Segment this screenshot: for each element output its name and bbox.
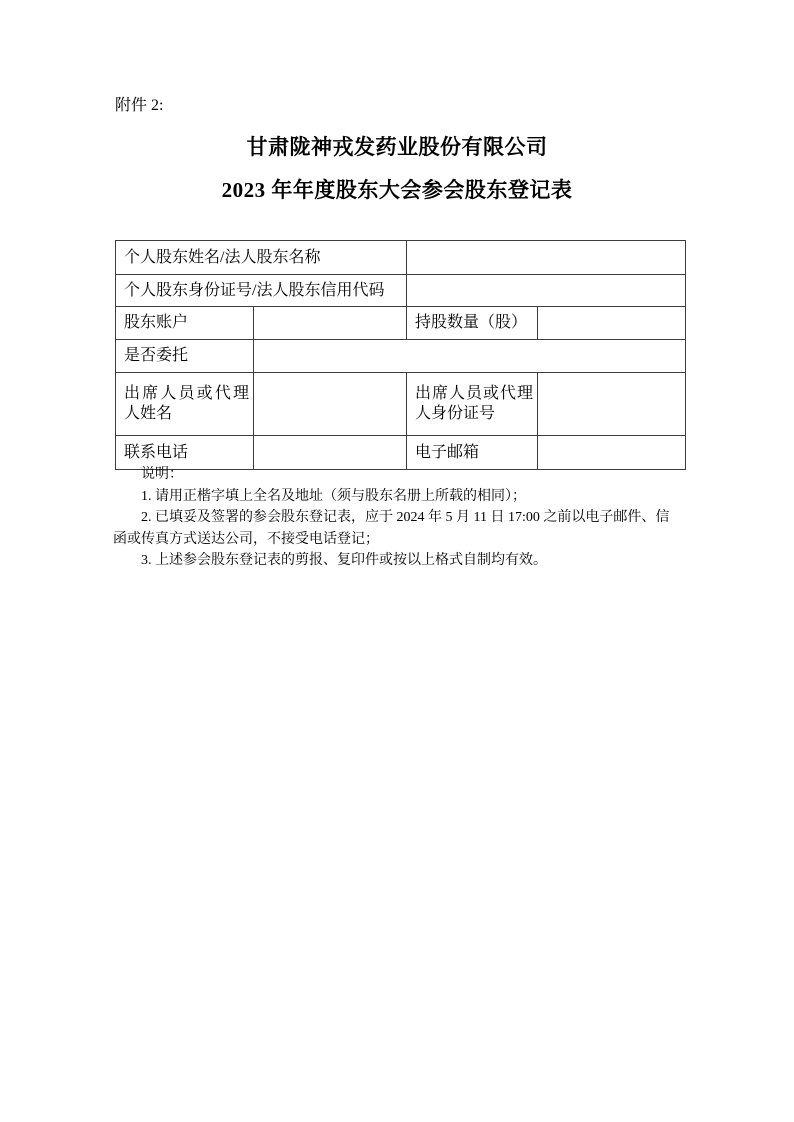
shareholder-account-value <box>254 307 407 340</box>
notes-heading: 说明： <box>141 467 183 482</box>
attendee-id-value <box>538 373 686 436</box>
shares-held-label: 持股数量（股） <box>407 307 538 340</box>
attendee-name-label-line1: 出席人员或代理 <box>124 385 249 402</box>
notes-section <box>113 464 681 572</box>
table-row <box>116 275 686 307</box>
company-title: 甘肃陇神戎发药业股份有限公司 <box>246 135 548 159</box>
shareholder-id-label: 个人股东身份证号/法人股东信用代码 <box>116 275 407 307</box>
attendee-name-value <box>254 373 407 436</box>
shareholder-id-value <box>407 275 686 307</box>
attendee-id-label-line1: 出席人员或代理 <box>415 385 534 402</box>
form-title: 2023 年年度股东大会参会股东登记表 <box>221 178 573 202</box>
table-row <box>116 241 686 275</box>
contact-phone-label: 联系电话 <box>116 436 254 470</box>
note-item-1: 1. 请用正楷字填上全名及地址（须与股东名册上所载的相同）； <box>141 488 526 504</box>
shareholder-name-value <box>407 241 686 275</box>
table-row <box>116 340 686 373</box>
attendee-name-label <box>116 373 254 436</box>
table-row <box>116 373 686 436</box>
attendee-id-label-line2: 人身份证号 <box>415 405 496 422</box>
table-row <box>116 307 686 340</box>
attachment-label: 附件 2: <box>115 97 164 114</box>
proxy-or-not-label: 是否委托 <box>116 340 254 373</box>
attendee-id-label <box>407 373 538 436</box>
shareholder-name-label: 个人股东姓名/法人股东名称 <box>116 241 407 275</box>
note-item-3: 3. 上述参会股东登记表的剪报、复印件或按以上格式自制均有效。 <box>141 553 547 568</box>
proxy-or-not-value <box>254 340 686 373</box>
shares-held-value <box>538 307 686 340</box>
email-label: 电子邮箱 <box>407 436 538 470</box>
note-item-2: 2. 已填妥及签署的参会股东登记表，应于 2024 年 5 月 11 日 17:00 之前以电子邮件、信函或传真方式送达公司，不接受电话登记； <box>113 510 670 547</box>
shareholder-account-label: 股东账户 <box>116 307 254 340</box>
attendee-name-label-line2: 人姓名 <box>124 405 173 422</box>
registration-table <box>115 240 686 470</box>
